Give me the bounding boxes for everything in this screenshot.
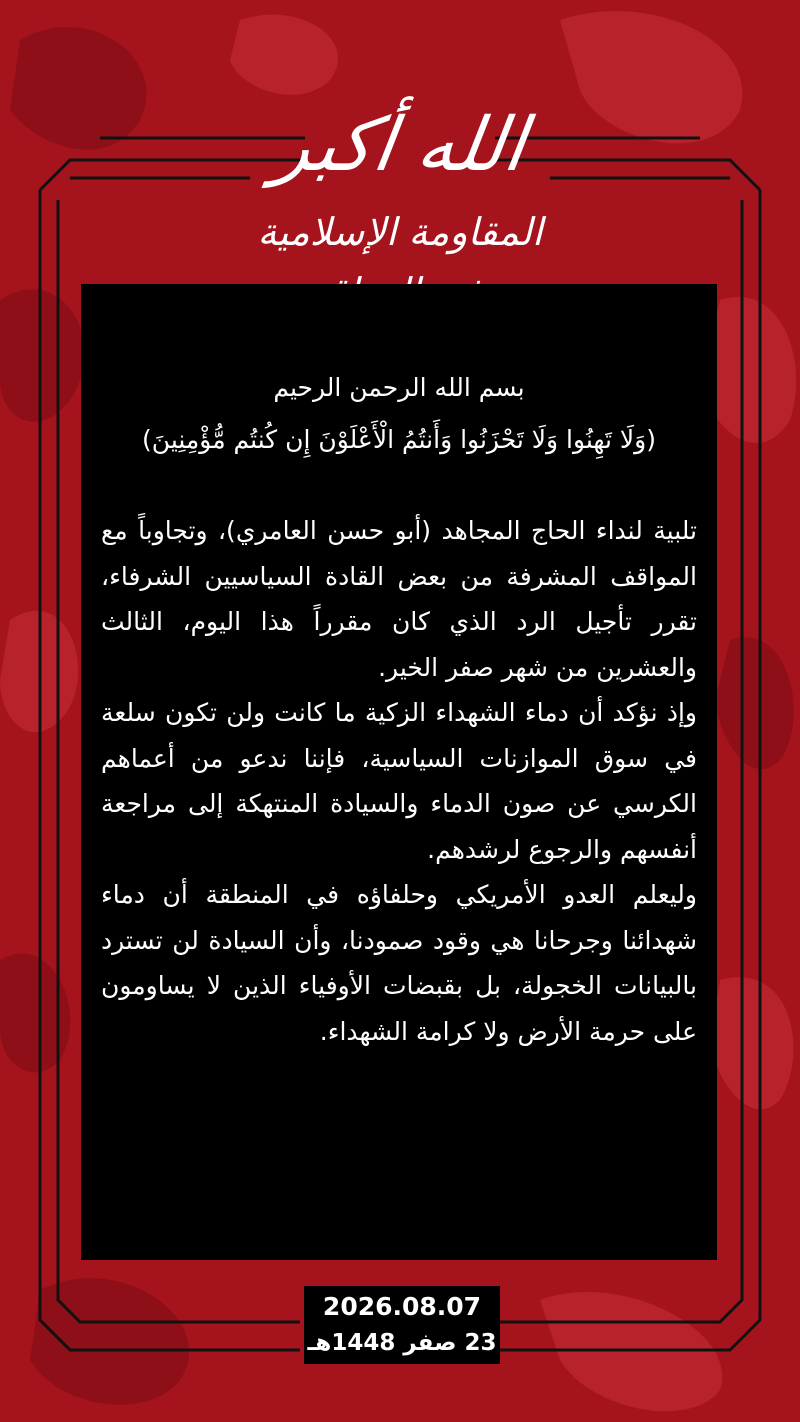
gregorian-date: 2026.08.07	[322, 1292, 482, 1321]
paragraph-1: تلبية لنداء الحاج المجاهد (أبو حسن العامري)، وتجاوباً مع المواقف المشرفة من بعض القادة السياسيين الشرفاء، تقرر تأجيل الرد الذي كان مقرراً هذا اليوم، الثالث والعشرين من شهر صفر الخير.	[101, 516, 697, 682]
statement-box	[81, 284, 717, 1260]
header-emblem	[0, 90, 800, 280]
organization-name-calligraphy: المقاومة الإسلامية	[257, 210, 543, 254]
paragraph-3: وليعلم العدو الأمريكي وحلفاؤه في المنطقة أن دماء شهدائنا وجرحانا هي وقود صمودنا، وأن السيادة لن تسترد بالبيانات الخجولة، بل بقبضات الأوفياء الذين لا يساومون على حرمة الأرض ولا كرامة الشهداء.	[101, 880, 697, 1046]
basmala: بسم الله الرحمن الرحيم	[273, 373, 525, 402]
date-box	[304, 1286, 500, 1364]
statement-body	[101, 508, 697, 1054]
quran-verse: (وَلَا تَهِنُوا وَلَا تَحْزَنُوا وَأَنتُمُ الْأَعْلَوْنَ إِن كُنتُم مُّؤْمِنِينَ)	[142, 425, 656, 454]
hijri-date: 23 صفر 1448هـ	[307, 1330, 497, 1356]
takbir-calligraphy: الله أكبر	[269, 102, 531, 188]
paragraph-2: وإذ نؤكد أن دماء الشهداء الزكية ما كانت ولن تكون سلعة في سوق الموازنات السياسية، فإننا ندعو من أعماهم الكرسي عن صون الدماء والسيادة المنتهكة إلى مراجعة أنفسهم والرجوع لرشدهم.	[101, 698, 697, 864]
